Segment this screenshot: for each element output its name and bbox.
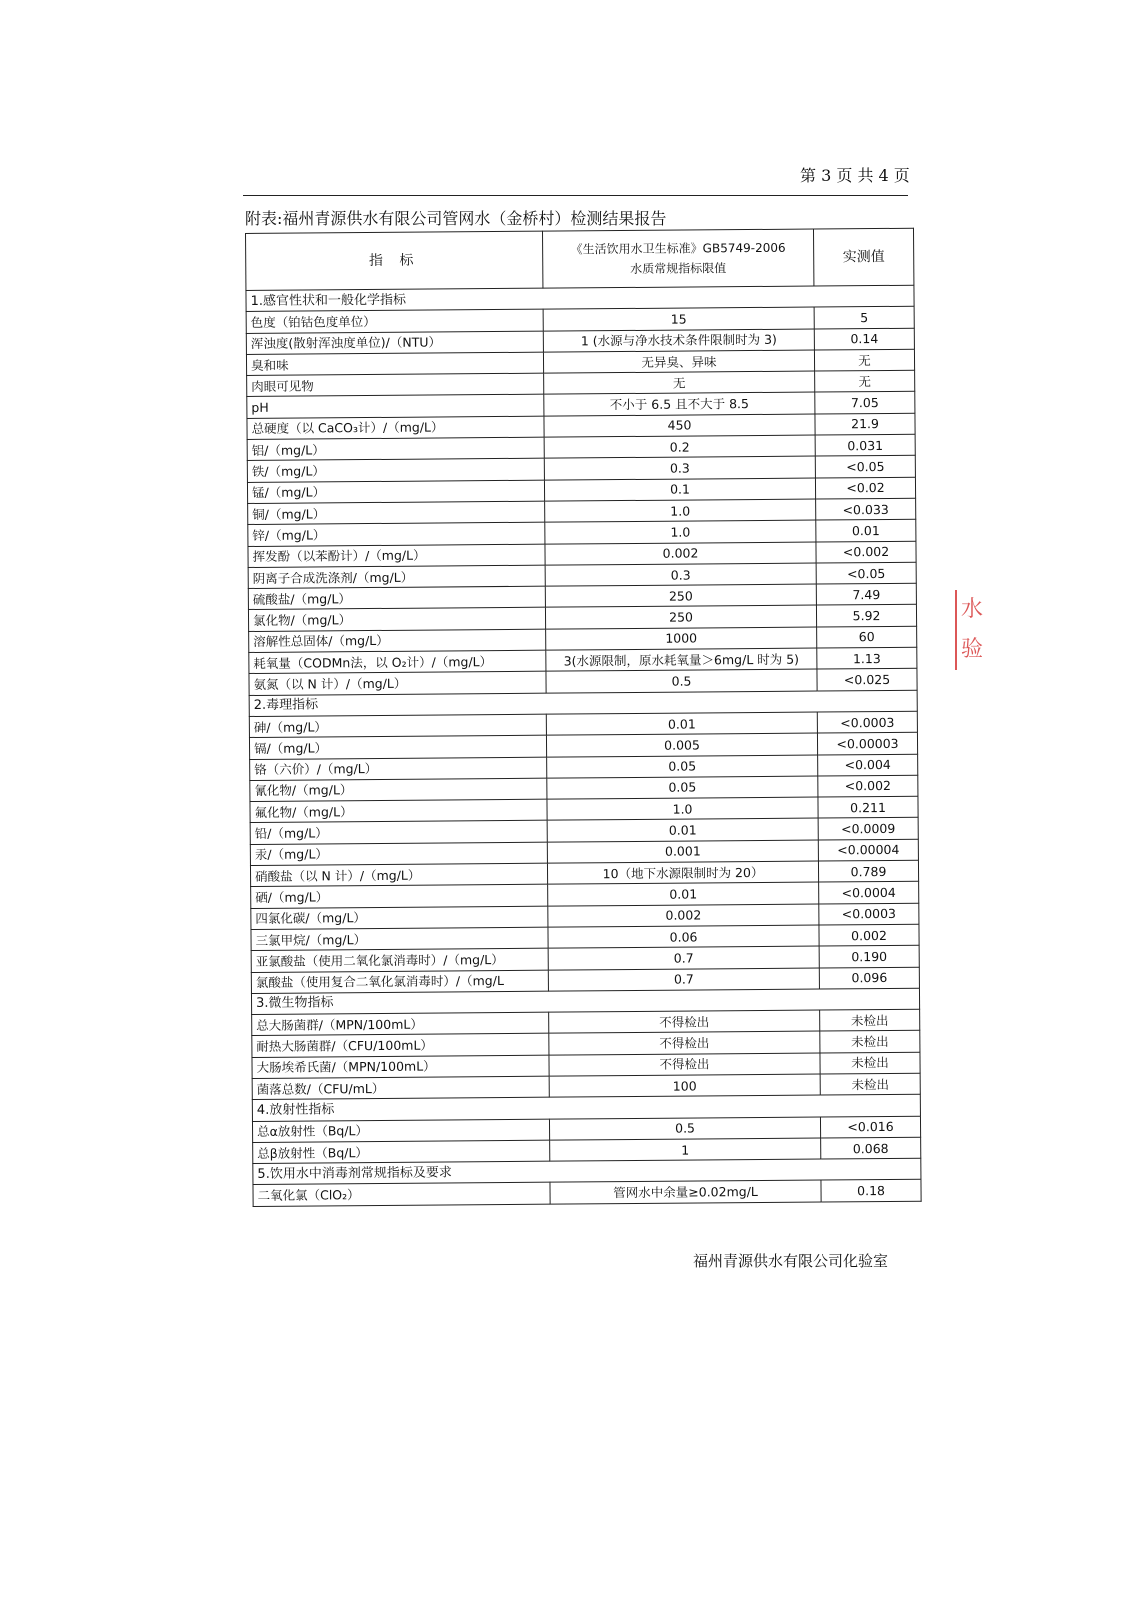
section-title: 2.毒理指标 [249,690,917,717]
indicator-name: 挥发酚（以苯酚计）/（mg/L） [248,544,545,568]
measured-value: 0.14 [814,328,914,350]
limit-value: 1.0 [545,520,816,543]
limit-value: 450 [544,414,815,437]
results-table [245,228,922,1207]
measured-value: 0.190 [819,945,919,967]
limit-value: 3(水源限制，原水耗氧量＞6mg/L 时为 5) [546,648,817,671]
indicator-name: 三氯甲烷/（mg/L） [251,927,548,951]
limit-value: 0.002 [548,904,819,927]
limit-value: 0.001 [547,840,818,863]
limit-value: 0.01 [546,712,817,735]
indicator-name: 氟化物/（mg/L） [250,799,547,823]
indicator-name: 总β放射性（Bq/L） [253,1140,550,1164]
measured-value: 无 [814,349,914,371]
measured-value: 0.211 [818,796,918,818]
indicator-name: 氰化物/（mg/L） [250,778,547,802]
indicator-name: 溶解性总固体/（mg/L） [249,629,546,653]
indicator-name: 总硬度（以 CaCO₃计）/（mg/L） [247,416,544,440]
limit-value: 1 [550,1138,821,1161]
indicator-name: 铬（六价）/（mg/L） [250,757,547,781]
indicator-name: pH [247,395,544,419]
limit-value: 250 [545,584,816,607]
indicator-name: 砷/（mg/L） [249,714,546,738]
limit-value: 0.5 [549,1117,820,1140]
measured-value: <0.00003 [817,732,917,754]
measured-value: 5.92 [816,605,916,627]
indicator-name: 汞/（mg/L） [250,842,547,866]
limit-value: 0.1 [544,478,815,501]
indicator-name: 铜/（mg/L） [248,501,545,525]
measured-value: 0.068 [821,1137,921,1159]
indicator-name: 硝酸盐（以 N 计）/（mg/L） [250,863,547,887]
limit-value: 0.01 [547,818,818,841]
limit-value: 1.0 [545,499,816,522]
indicator-name: 氯化物/（mg/L） [248,608,545,632]
limit-value: 管网水中余量≥0.02mg/L [550,1180,821,1203]
red-seal-stamp [955,590,995,750]
measured-value: <0.0009 [818,818,918,840]
measured-value: <0.033 [816,498,916,520]
indicator-name: 浑浊度(散射浑浊度单位)/（NTU） [246,331,543,355]
limit-value: 0.7 [548,946,819,969]
indicator-name: 亚氯酸盐（使用二氧化氯消毒时）/（mg/L） [251,948,548,972]
section-title: 5.饮用水中消毒剂常规指标及要求 [253,1158,921,1185]
indicator-name: 硒/（mg/L） [251,884,548,908]
indicator-name: 铅/（mg/L） [250,821,547,845]
header-rule [243,195,908,196]
page-number: 第 3 页 共 4 页 [800,166,910,185]
measured-value: 未检出 [820,1031,920,1053]
section-title: 3.微生物指标 [251,988,919,1015]
limit-value: 1.0 [547,797,818,820]
measured-value: <0.025 [817,669,917,691]
measured-value: <0.016 [820,1116,920,1138]
limit-value: 0.3 [544,456,815,479]
measured-value: 未检出 [820,1009,920,1031]
limit-value: 0.3 [545,563,816,586]
measured-value: <0.002 [818,775,918,797]
limit-value: 0.06 [548,925,819,948]
measured-value: <0.0003 [819,903,919,925]
measured-value: <0.05 [815,456,915,478]
limit-value: 0.2 [544,435,815,458]
measured-value: 0.01 [816,520,916,542]
lab-footer: 福州青源供水有限公司化验室 [693,1252,889,1270]
indicator-name: 菌落总数/（CFU/mL） [252,1076,549,1100]
limit-value: 不得检出 [549,1010,820,1033]
indicator-name: 肉眼可见物 [247,373,544,397]
measured-value: <0.004 [818,754,918,776]
limit-value: 0.05 [547,755,818,778]
header-measured: 实测值 [813,228,913,286]
indicator-name: 二氧化氯（ClO₂） [253,1183,550,1207]
indicator-name: 镉/（mg/L） [249,735,546,759]
limit-value: 1000 [546,627,817,650]
indicator-name: 色度（铂钴色度单位） [246,309,543,333]
indicator-name: 耐热大肠菌群/（CFU/100mL） [252,1034,549,1058]
section-title: 1.感官性状和一般化学指标 [246,285,914,312]
indicator-name: 总大肠菌群/（MPN/100mL） [252,1012,549,1036]
measured-value: 5 [814,307,914,329]
measured-value: <0.002 [816,541,916,563]
measured-value: 0.789 [818,860,918,882]
stamp-char: 水 [955,590,995,630]
measured-value: 未检出 [820,1073,920,1095]
indicator-name: 四氯化碳/（mg/L） [251,906,548,930]
table-header-row [246,228,914,290]
indicator-name: 硫酸盐/（mg/L） [248,586,545,610]
indicator-name: 氯酸盐（使用复合二氧化氯消毒时）/（mg/L [251,970,548,994]
limit-value: 0.7 [548,968,819,991]
measured-value: <0.0004 [819,882,919,904]
limit-value: 0.005 [546,733,817,756]
measured-value: 未检出 [820,1052,920,1074]
limit-value: 无 [544,371,815,394]
measured-value: 1.13 [817,647,917,669]
stamp-char: 验 [955,630,995,670]
indicator-name: 总α放射性（Bq/L） [252,1119,549,1143]
section-title: 4.放射性指标 [252,1095,920,1122]
indicator-name: 铁/（mg/L） [247,459,544,483]
limit-value: 0.01 [548,882,819,905]
measured-value: 21.9 [815,413,915,435]
limit-value: 0.5 [546,669,817,692]
measured-value: 0.002 [819,924,919,946]
indicator-name: 氨氮（以 N 计）/（mg/L） [249,671,546,695]
table-body [246,285,921,1206]
limit-value: 0.002 [545,542,816,565]
limit-value: 0.05 [547,776,818,799]
measured-value: <0.0003 [817,711,917,733]
header-standard-line2: 水质常规指标限值 [630,261,727,276]
indicator-name: 臭和味 [246,352,543,376]
header-indicator: 指 标 [246,231,543,290]
indicator-name: 锰/（mg/L） [247,480,544,504]
measured-value: <0.00004 [818,839,918,861]
measured-value: 0.031 [815,434,915,456]
indicator-name: 阴离子合成洗涤剂/（mg/L） [248,565,545,589]
limit-value: 无异臭、异味 [543,350,814,373]
header-standard-line1: 《生活饮用水卫生标准》GB5749-2006 [570,240,786,257]
measured-value: 0.096 [819,967,919,989]
report-title: 附表:福州青源供水有限公司管网水（金桥村）检测结果报告 [245,209,667,228]
measured-value: 7.49 [816,583,916,605]
limit-value: 1 (水源与净水技术条件限制时为 3) [543,329,814,352]
measured-value: 60 [817,626,917,648]
indicator-name: 铝/（mg/L） [247,437,544,461]
indicator-name: 耗氧量（CODMn法，以 O₂计）/（mg/L） [249,650,546,674]
measured-value: <0.05 [816,562,916,584]
limit-value: 250 [545,605,816,628]
measured-value: 无 [815,370,915,392]
header-standard [542,229,813,288]
measured-value: 0.18 [821,1180,921,1202]
limit-value: 15 [543,307,814,330]
limit-value: 不得检出 [549,1053,820,1076]
table-row [253,1180,921,1207]
limit-value: 10（地下水源限制时为 20） [547,861,818,884]
indicator-name: 锌/（mg/L） [248,522,545,546]
indicator-name: 大肠埃希氏菌/（MPN/100mL） [252,1055,549,1079]
limit-value: 不得检出 [549,1031,820,1054]
limit-value: 不小于 6.5 且不大于 8.5 [544,393,815,416]
measured-value: <0.02 [815,477,915,499]
measured-value: 7.05 [815,392,915,414]
limit-value: 100 [549,1074,820,1097]
